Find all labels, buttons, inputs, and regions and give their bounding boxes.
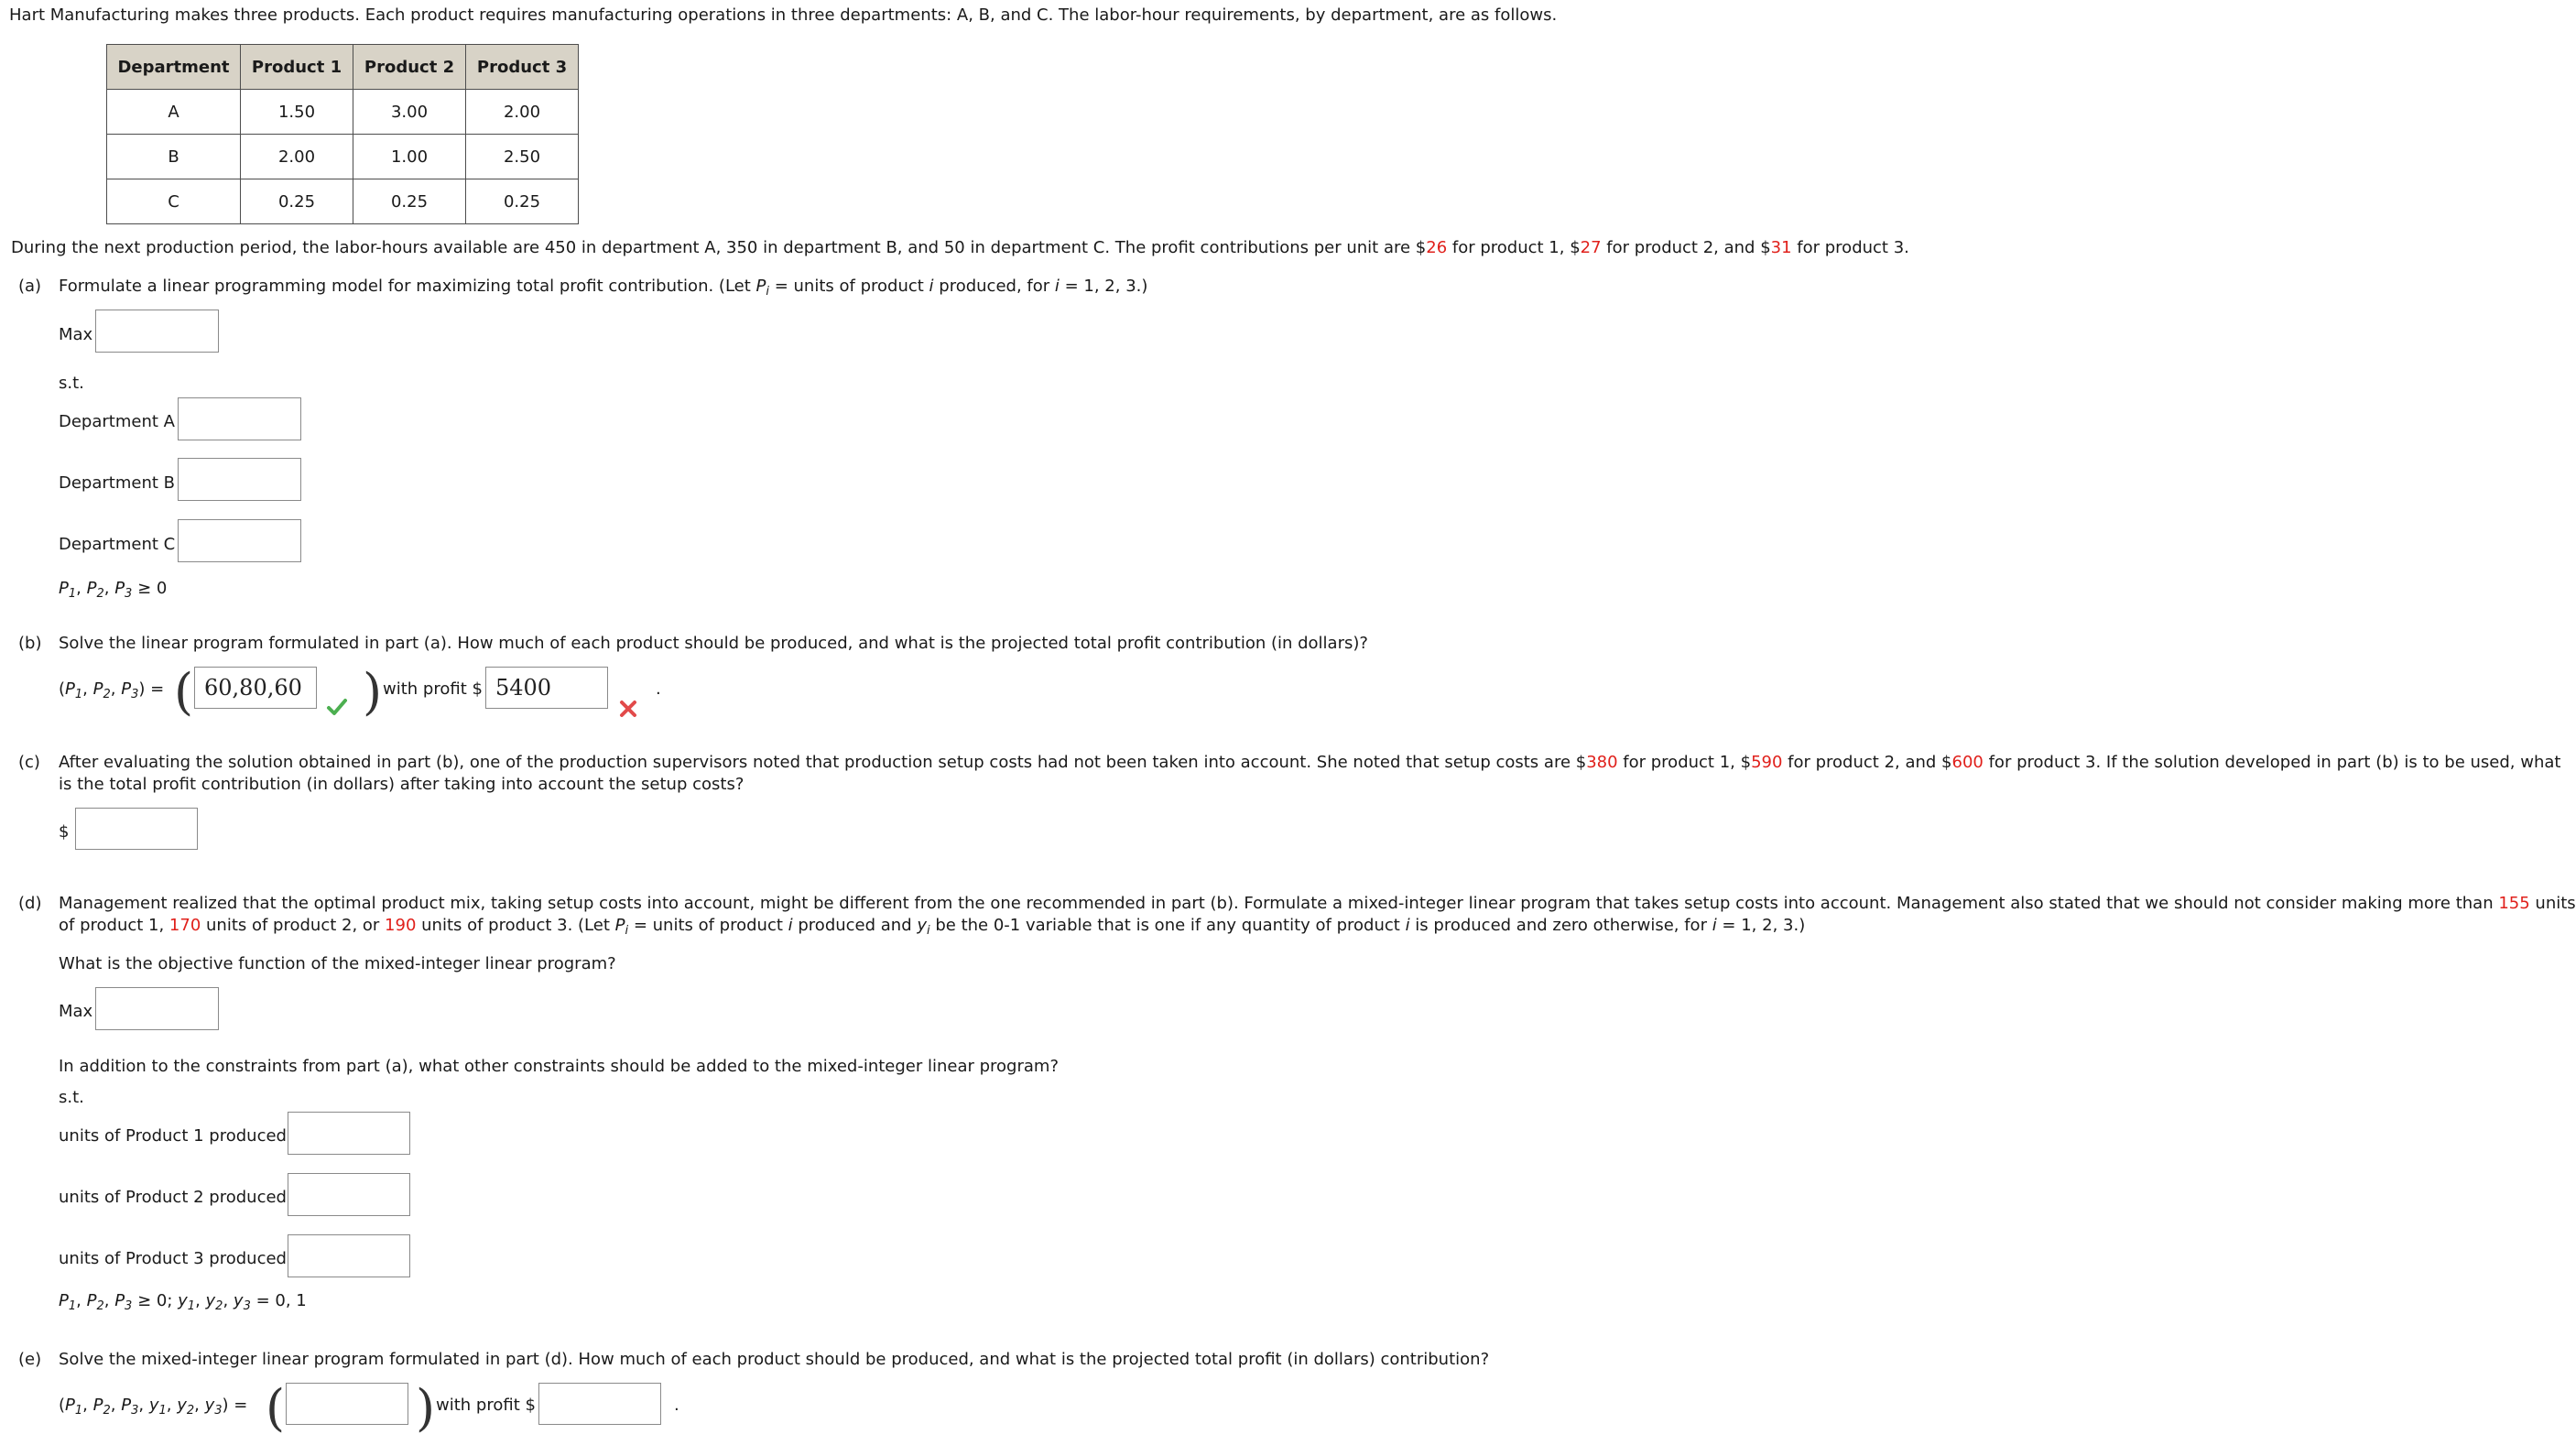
- table-row: [107, 179, 579, 224]
- part-d-question-line1: [59, 894, 2576, 913]
- dept-a-constraint-input[interactable]: [178, 397, 301, 440]
- with-profit-label: with profit $: [383, 679, 483, 699]
- product1-constraint-label: units of Product 1 produced: [59, 1126, 287, 1146]
- text-segment: = units of product: [628, 916, 788, 935]
- dept-c-constraint-input[interactable]: [178, 519, 301, 562]
- text-segment: ≥ 0: [137, 579, 168, 598]
- part-c-label: (c): [18, 753, 40, 772]
- labor-hours-table: [106, 44, 579, 224]
- table-cell: 0.25: [241, 179, 353, 224]
- table-cell: B: [107, 135, 241, 179]
- text-segment: be the 0-1 variable that is one if any quantity of product: [929, 916, 1406, 935]
- dept-a-label: Department A: [59, 412, 175, 431]
- mip-solution-vector-label: ($P_1$, $P_2$, $P_3$, $y_1$, $y_2$, $y_3$) =: [59, 1396, 248, 1418]
- product3-constraint-input[interactable]: [288, 1234, 410, 1277]
- profit-input[interactable]: [485, 667, 608, 709]
- text-segment: produced and: [792, 916, 918, 935]
- right-paren: ): [416, 1379, 436, 1437]
- part-a-question: [59, 277, 1147, 299]
- variable-conditions: $P_1$, $P_2$, $P_3 \ge 0$; $y_1$, $y_2$, $y_3 = 0$, 1: [59, 1291, 307, 1313]
- product1-constraint-input[interactable]: [288, 1112, 410, 1155]
- dept-b-label: Department B: [59, 473, 175, 493]
- text-segment: = 1, 2, 3.): [1059, 277, 1148, 296]
- table-cell: 2.00: [241, 135, 353, 179]
- table-cell: 1.50: [241, 90, 353, 135]
- cross-icon: [617, 698, 639, 720]
- text-segment: =: [234, 1396, 248, 1415]
- table-cell: 1.00: [353, 135, 466, 179]
- table-header-row: [107, 45, 579, 90]
- text-segment: is produced and zero otherwise, for: [1409, 916, 1712, 935]
- table-header-cell: Product 2: [353, 45, 466, 90]
- objective-input[interactable]: [95, 310, 219, 353]
- table-cell: 3.00: [353, 90, 466, 135]
- with-profit-label: with profit $: [436, 1396, 536, 1415]
- text-segment: Formulate a linear programming model for maximizing total profit contribution. (Let: [59, 277, 756, 296]
- text-segment: for product 2, and $: [1782, 753, 1952, 772]
- text-segment: for product 1, $: [1447, 238, 1581, 257]
- part-d-label: (d): [18, 894, 42, 913]
- part-b-label: (b): [18, 634, 42, 653]
- max-label: Max: [59, 1002, 93, 1021]
- table-cell: 2.00: [466, 90, 579, 135]
- text-segment: for product 1, $: [1617, 753, 1752, 772]
- product2-constraint-label: units of Product 2 produced: [59, 1188, 287, 1207]
- table-row: [107, 135, 579, 179]
- part-a-label: (a): [18, 277, 42, 296]
- setup-cost-1: 380: [1586, 753, 1618, 772]
- text-segment: = 1, 2, 3.): [1716, 916, 1806, 935]
- adjusted-profit-input[interactable]: [75, 808, 198, 850]
- mip-objective-input[interactable]: [95, 987, 219, 1030]
- limit-value-2: 170: [168, 916, 201, 935]
- left-paren: (: [266, 1379, 286, 1437]
- table-header-cell: Product 3: [466, 45, 579, 90]
- part-b-question: Solve the linear program formulated in part (a). How much of each product should be produced, and what is the projected total profit contribution (in dollars)?: [59, 634, 1368, 653]
- table-cell: 0.25: [466, 179, 579, 224]
- text-segment: for product 3. If the solution developed in part (b) is to be used, what: [1983, 753, 2561, 772]
- text-segment: Management realized that the optimal product mix, taking setup costs into account, might be different from the one recommended in part (b). Formulate a mixed-integer linear program that takes setup costs into account. Management also stated that we should not consider making more than: [59, 894, 2499, 913]
- product2-constraint-input[interactable]: [288, 1173, 410, 1216]
- dept-b-constraint-input[interactable]: [178, 458, 301, 501]
- solution-input[interactable]: [194, 667, 317, 709]
- dollar-sign: $: [59, 822, 70, 842]
- period: .: [656, 679, 661, 699]
- nonnegativity-constraint: $P_1$, $P_2$, $P_3 \ge 0$: [59, 579, 168, 601]
- text-segment: for product 3.: [1791, 238, 1909, 257]
- profit-value-3: 31: [1770, 238, 1792, 257]
- intro-text: Hart Manufacturing makes three products. Each product requires manufacturing operations in three departments: A, B, and C. The labor-hour requirements, by department, are as follows.: [9, 5, 1558, 25]
- text-segment: = units of product: [769, 277, 929, 296]
- st-label: s.t.: [59, 374, 84, 393]
- limit-value-1: 155: [2498, 894, 2530, 913]
- part-e-label: (e): [18, 1350, 42, 1369]
- constraints-question: In addition to the constraints from part (a), what other constraints should be added to the mixed-integer linear program?: [59, 1057, 1060, 1076]
- text-segment: units: [2529, 894, 2576, 913]
- table-header-cell: Product 1: [241, 45, 353, 90]
- setup-cost-2: 590: [1751, 753, 1783, 772]
- table-cell: A: [107, 90, 241, 135]
- right-paren: ): [363, 663, 383, 721]
- table-cell: 2.50: [466, 135, 579, 179]
- period: .: [674, 1396, 679, 1415]
- text-segment: After evaluating the solution obtained in part (b), one of the production supervisors noted that production setup costs had not been taken into account. She noted that setup costs are $: [59, 753, 1587, 772]
- table-cell: C: [107, 179, 241, 224]
- text-segment: units of product 3. (Let: [416, 916, 615, 935]
- profit-value-1: 26: [1426, 238, 1448, 257]
- var-i: i: [929, 277, 934, 296]
- check-icon: [326, 696, 348, 718]
- text-segment: During the next production period, the labor-hours available are 450 in department A, 350 in department B, and 50 in department C. The profit contributions per unit are $: [11, 238, 1427, 257]
- table-row: [107, 90, 579, 135]
- setup-cost-3: 600: [1951, 753, 1984, 772]
- dept-c-label: Department C: [59, 535, 176, 554]
- part-d-question-line2: of product 1, 170 units of product 2, or 190 units of product 3. (Let $P_i$ = units of product i produced and $y_i$ be the 0-1 variable that is one if any quantity of product i is produced and zero otherwise, for i = 1, 2, 3.): [59, 916, 1806, 938]
- text-segment: units of product 2, or: [201, 916, 386, 935]
- text-segment: for product 2, and $: [1601, 238, 1771, 257]
- limit-value-3: 190: [385, 916, 417, 935]
- text-segment: produced, for: [933, 277, 1055, 296]
- objective-question: What is the objective function of the mixed-integer linear program?: [59, 954, 616, 973]
- solution-vector-label: ($P_1$, $P_2$, $P_3$) =: [59, 679, 165, 701]
- text-segment: of product 1,: [59, 916, 169, 935]
- text-segment: ≥ 0;: [137, 1291, 173, 1310]
- left-paren: (: [174, 663, 194, 721]
- text-segment: = 0, 1: [255, 1291, 307, 1310]
- table-cell: 0.25: [353, 179, 466, 224]
- mip-profit-input[interactable]: [538, 1383, 661, 1425]
- table-header-cell: Department: [107, 45, 241, 90]
- mip-solution-input[interactable]: [286, 1383, 408, 1425]
- st-label: s.t.: [59, 1088, 84, 1107]
- part-c-question-line2: is the total profit contribution (in dollars) after taking into account the setup costs?: [59, 775, 745, 794]
- product3-constraint-label: units of Product 3 produced: [59, 1249, 287, 1268]
- text-segment: =: [150, 679, 165, 699]
- part-c-question-line1: [59, 753, 2560, 772]
- max-label: Max: [59, 325, 93, 344]
- var-i: i: [1054, 277, 1060, 296]
- availability-text: [11, 238, 1909, 257]
- profit-value-2: 27: [1580, 238, 1602, 257]
- part-e-question: Solve the mixed-integer linear program formulated in part (d). How much of each product should be produced, and what is the projected total profit (in dollars) contribution?: [59, 1350, 1490, 1369]
- var-p: $P_i$: [755, 277, 769, 299]
